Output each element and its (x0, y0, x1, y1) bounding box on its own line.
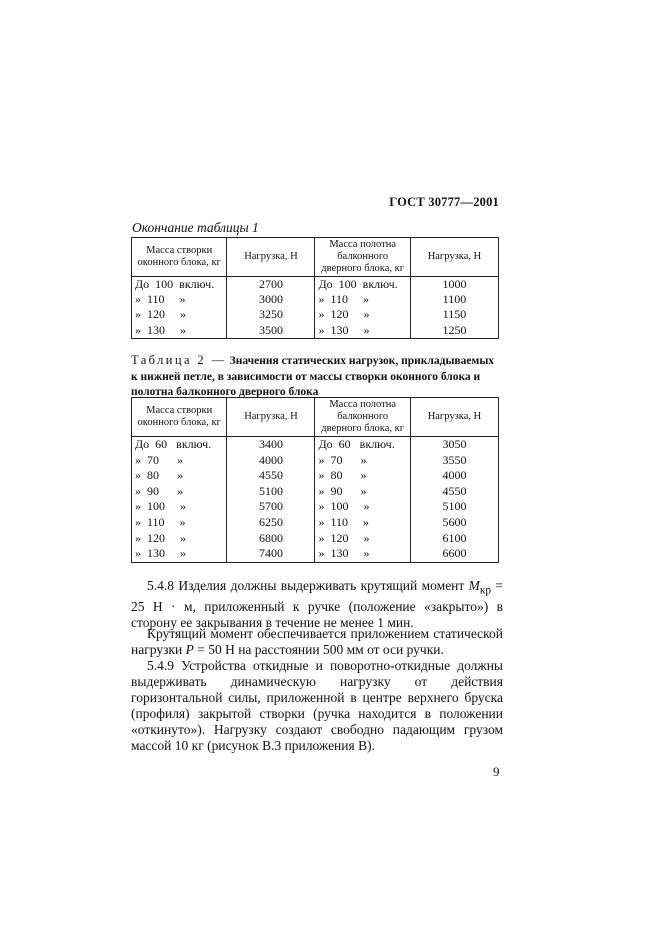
load-cell: 4000 (227, 453, 315, 469)
table2-body (132, 437, 499, 563)
load-cell: 4000 (410, 468, 498, 484)
load-cell: 6250 (227, 515, 315, 531)
table-row (132, 307, 499, 322)
mass-cell: » 110 » (132, 292, 227, 307)
mass-cell: » 100 » (132, 499, 227, 515)
load-cell: 5100 (410, 499, 498, 515)
paragraph-text: Крутящий момент обеспечивается приложением статической нагрузки (131, 626, 503, 657)
mass-cell: » 120 » (132, 531, 227, 547)
page-number: 9 (493, 764, 500, 779)
column-header: Масса полотна балконного дверного блока, кг (315, 398, 410, 437)
column-header: Нагрузка, Н (410, 238, 498, 277)
table-row (132, 531, 499, 547)
load-cell: 3400 (227, 437, 315, 453)
mass-cell: » 130 » (315, 323, 410, 339)
table-row (132, 499, 499, 515)
paragraph-text: = 50 Н на расстоянии 500 мм от оси ручки. (193, 642, 444, 657)
column-header: Масса полотна балконного дверного блока, кг (315, 238, 410, 277)
load-cell: 5100 (227, 484, 315, 500)
mass-cell: » 70 » (315, 453, 410, 469)
table-row (132, 323, 499, 339)
mass-cell: До 100 включ. (132, 277, 227, 293)
table2-caption (131, 353, 503, 400)
paragraph-torque-note (131, 626, 503, 658)
mass-cell: » 70 » (132, 453, 227, 469)
mass-cell: » 80 » (132, 468, 227, 484)
mass-cell: » 130 » (132, 546, 227, 562)
load-cell: 5700 (227, 499, 315, 515)
mass-cell: » 120 » (132, 307, 227, 322)
mass-cell: » 90 » (132, 484, 227, 500)
table-row (132, 468, 499, 484)
mass-cell: » 90 » (315, 484, 410, 500)
paragraph-text: 5.4.8 Изделия должны выдерживать крутящий момент (147, 578, 469, 593)
table2-label: Таблица 2 — (131, 353, 227, 367)
mass-cell: До 60 включ. (132, 437, 227, 453)
table-row (132, 437, 499, 453)
mass-cell: » 100 » (315, 499, 410, 515)
load-cell: 3050 (410, 437, 498, 453)
mass-cell: » 130 » (315, 546, 410, 562)
mass-cell: » 110 » (315, 292, 410, 307)
table1 (131, 237, 499, 339)
load-cell: 2700 (227, 277, 315, 293)
load-cell: 1150 (410, 307, 498, 322)
mass-cell: » 130 » (132, 323, 227, 339)
column-header: Нагрузка, Н (227, 238, 315, 277)
column-header: Масса створки оконного блока, кг (132, 238, 227, 277)
mass-cell: До 100 включ. (315, 277, 410, 293)
paragraph-5-4-9: 5.4.9 Устройства откидные и поворотно-откидные должны выдерживать динамическую нагрузку от действия горизонтальной силы, приложенной в центре верхнего бруска (профиля) закрытой створки (ручка находится в положении «откинуто»). Нагрузку создают свободно падающим грузом массой 10 кг (рисунок В.3 приложения В). (131, 658, 503, 753)
mass-cell: » 110 » (315, 515, 410, 531)
table1-caption: Окончание таблицы 1 (132, 220, 259, 235)
mass-cell: » 120 » (315, 531, 410, 547)
table-row (132, 484, 499, 500)
load-cell: 4550 (410, 484, 498, 500)
table-header-row (132, 238, 499, 277)
table2 (131, 397, 499, 563)
table-header-row (132, 398, 499, 437)
column-header: Нагрузка, Н (227, 398, 315, 437)
table-row (132, 546, 499, 562)
paragraph-5-4-8 (131, 578, 503, 631)
load-cell: 3500 (227, 323, 315, 339)
mass-cell: » 80 » (315, 468, 410, 484)
table-row (132, 277, 499, 293)
mass-cell: » 120 » (315, 307, 410, 322)
table-row (132, 292, 499, 307)
table2-title: Значения статических нагрузок, прикладываемых к нижней петле, в зависимости от массы створки оконного блока и полотна балконного дверного блока (131, 355, 495, 398)
load-cell: 5600 (410, 515, 498, 531)
table-row (132, 515, 499, 531)
mass-cell: До 60 включ. (315, 437, 410, 453)
load-cell: 6800 (227, 531, 315, 547)
load-cell: 3000 (227, 292, 315, 307)
load-cell: 6600 (410, 546, 498, 562)
torque-subscript: кр (479, 584, 492, 597)
load-cell: 1100 (410, 292, 498, 307)
load-cell: 6100 (410, 531, 498, 547)
load-cell: 3250 (227, 307, 315, 322)
mass-cell: » 110 » (132, 515, 227, 531)
load-cell: 1250 (410, 323, 498, 339)
column-header: Нагрузка, Н (410, 398, 498, 437)
column-header: Масса створки оконного блока, кг (132, 398, 227, 437)
load-cell: 1000 (410, 277, 498, 293)
load-cell: 4550 (227, 468, 315, 484)
table1-body (132, 277, 499, 339)
torque-symbol: М (468, 578, 480, 593)
load-cell: 7400 (227, 546, 315, 562)
table-row (132, 453, 499, 469)
load-symbol: Р (185, 642, 194, 657)
load-cell: 3550 (410, 453, 498, 469)
document-header: ГОСТ 30777—2001 (389, 195, 499, 209)
paragraph-text: = 25 Н · м, приложенный к ручке (положение «закрыто») в сторону ее закрывания в течение не менее 1 мин. (131, 578, 503, 630)
